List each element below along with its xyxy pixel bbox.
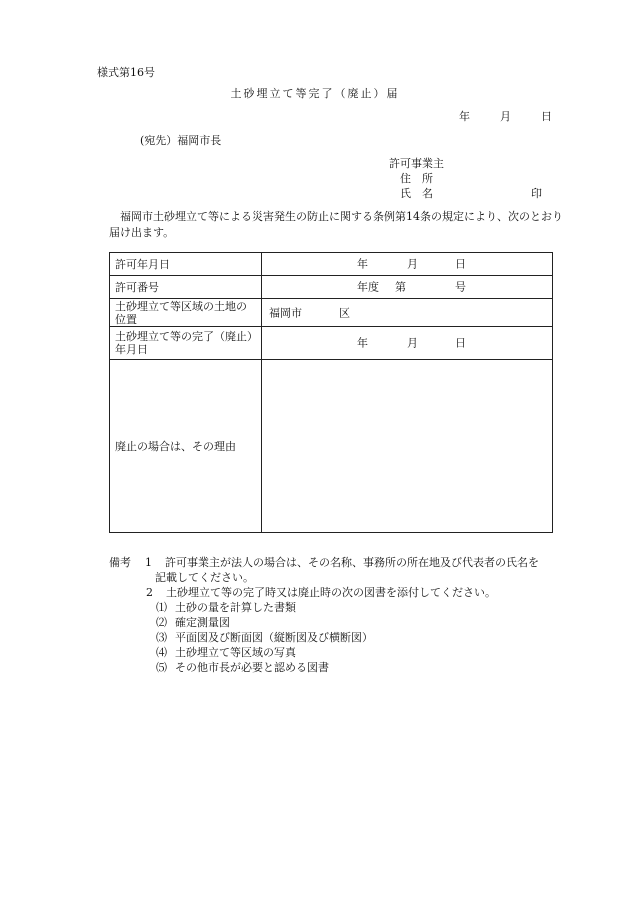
permit-number-field[interactable]: [262, 276, 553, 299]
applicant-label: 許可事業主: [389, 157, 444, 170]
abolition-reason-label: 廃止の場合は、その理由: [110, 360, 262, 533]
note-1-text-cont: 記載してください。: [155, 571, 254, 584]
form-number: 様式第16号: [97, 66, 155, 79]
land-location-field[interactable]: [262, 299, 553, 327]
completion-month-label: 月: [407, 336, 418, 350]
submission-date: [459, 110, 552, 124]
note-1-number: 1: [145, 556, 152, 569]
applicant-block: [389, 156, 542, 201]
permit-day-label: 日: [455, 257, 466, 271]
go-label: 号: [455, 280, 466, 294]
notes: [109, 555, 539, 675]
permit-date-label: 許可年月日: [110, 253, 262, 276]
completion-year-label: 年: [357, 336, 368, 350]
completion-date-label: 土砂埋立て等の完了（廃止）年月日: [110, 327, 262, 360]
addressee: (宛先）福岡市長: [140, 134, 222, 147]
table-row: [110, 360, 553, 533]
ward-label: 区: [339, 306, 350, 319]
dai-label: 第: [395, 280, 406, 294]
city-label: 福岡市: [269, 306, 302, 319]
list-item: ⑶ 平面図及び断面図（縦断図及び横断図）: [156, 631, 373, 644]
completion-date-field[interactable]: [262, 327, 553, 360]
permit-number-label: 許可番号: [110, 276, 262, 299]
completion-day-label: 日: [455, 336, 466, 350]
note-2-number: 2: [146, 586, 153, 599]
table-row: [110, 276, 553, 299]
abolition-reason-field[interactable]: [262, 360, 553, 533]
body-text: 福岡市土砂埋立て等による災害発生の防止に関する条例第14条の規定により、次のとおり届け出ます。: [109, 210, 563, 239]
list-item: ⑷ 土砂埋立て等区域の写真: [156, 646, 296, 659]
land-location-label: 土砂埋立て等区域の土地の位置: [110, 299, 262, 327]
fiscal-year-label: 年度: [357, 280, 379, 294]
permit-month-label: 月: [407, 257, 418, 271]
list-item: ⑵ 確定測量図: [156, 616, 230, 629]
address-label: 住 所: [400, 172, 433, 185]
notes-heading: 備考: [109, 556, 131, 569]
table-row: [110, 253, 553, 276]
permit-year-label: 年: [357, 257, 368, 271]
name-label: 氏 名: [400, 187, 433, 200]
date-month-label: 月: [500, 110, 511, 123]
table-row: [110, 299, 553, 327]
note-2-text: 土砂埋立て等の完了時又は廃止時の次の図書を添付してください。: [166, 586, 496, 599]
list-item: ⑴ 土砂の量を計算した書類: [156, 601, 296, 614]
page-title: 土砂埋立て等完了（廃止）届: [230, 87, 400, 100]
seal-mark: 印: [531, 187, 542, 200]
list-item: ⑸ その他市長が必要と認める図書: [156, 661, 329, 674]
date-day-label: 日: [541, 110, 552, 123]
form-table: [109, 252, 553, 533]
permit-date-field[interactable]: [262, 253, 553, 276]
date-year-label: 年: [459, 110, 470, 123]
table-row: [110, 327, 553, 360]
note-1-text: 許可事業主が法人の場合は、その名称、事務所の所在地及び代表者の氏名を: [165, 556, 539, 569]
